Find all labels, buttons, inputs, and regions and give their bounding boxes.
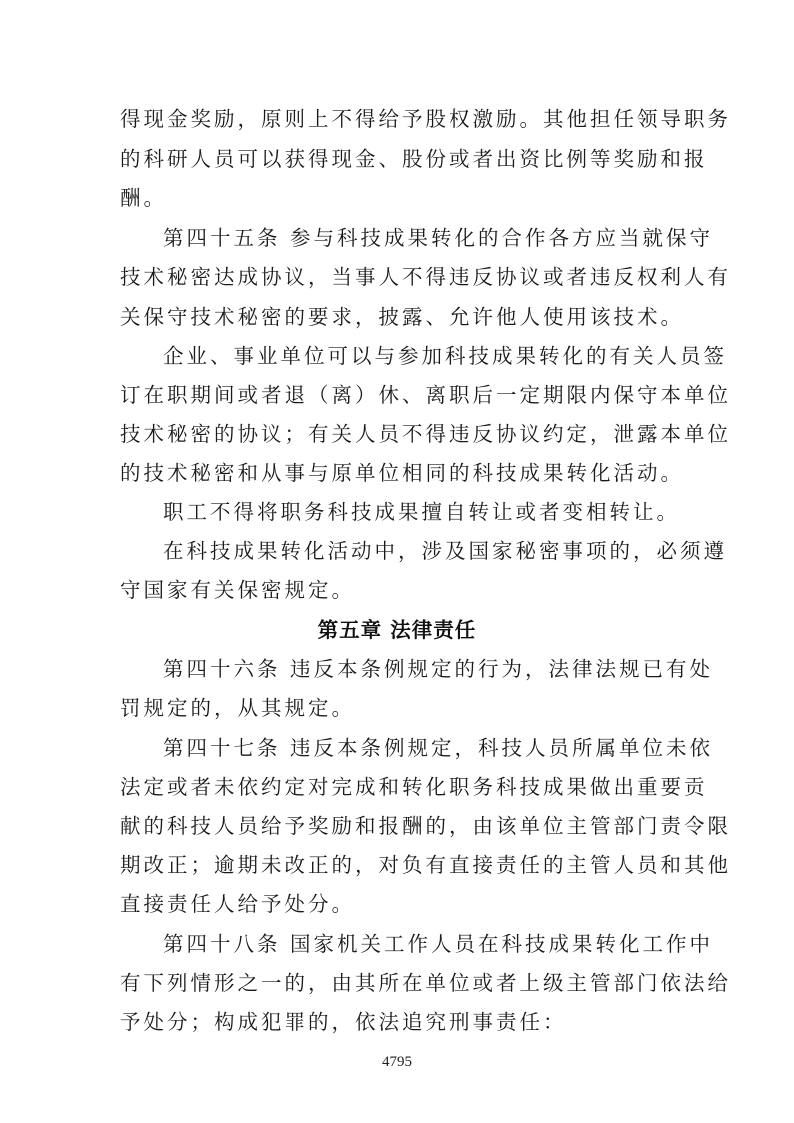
text-line: 期改正；逾期未改正的，对负有直接责任的主管人员和其他	[120, 853, 731, 877]
text-line: 直接责任人给予处分。	[120, 892, 355, 916]
text-line: 关保守技术秘密的要求，披露、允许他人使用该技术。	[120, 305, 684, 329]
text-line: 得现金奖励，原则上不得给予股权激励。其他担任领导职务	[120, 107, 731, 131]
text-line: 法定或者未依约定对完成和转化职务科技成果做出重要贡	[120, 775, 708, 799]
text-line: 罚规定的，从其规定。	[120, 696, 355, 720]
article-48-start: 第四十八条 国家机关工作人员在科技成果转化工作中	[163, 932, 714, 956]
article-47-start: 第四十七条 违反本条例规定，科技人员所属单位未依	[163, 736, 714, 760]
text-line: 有下列情形之一的，由其所在单位或者上级主管部门依法给	[120, 971, 731, 995]
text-line: 技术秘密达成协议，当事人不得违反协议或者违反权利人有	[120, 265, 731, 289]
text-line: 的科研人员可以获得现金、股份或者出资比例等奖励和报	[120, 147, 708, 171]
text-line: 酬。	[120, 186, 167, 210]
paragraph-start: 在科技成果转化活动中，涉及国家秘密事项的，必须遵	[163, 539, 727, 563]
paragraph-start: 职工不得将职务科技成果擅自转让或者变相转让。	[163, 500, 680, 524]
text-line: 献的科技人员给予奖励和报酬的，由该单位主管部门责令限	[120, 814, 731, 838]
text-line: 予处分；构成犯罪的，依法追究刑事责任：	[120, 1010, 567, 1034]
text-line: 守国家有关保密规定。	[120, 578, 355, 602]
text-line: 的技术秘密和从事与原单位相同的科技成果转化活动。	[120, 461, 684, 485]
text-line: 订在职期间或者退（离）休、离职后一定期限内保守本单位	[120, 383, 731, 407]
text-line: 技术秘密的协议；有关人员不得违反协议约定，泄露本单位	[120, 422, 731, 446]
article-46-start: 第四十六条 违反本条例规定的行为，法律法规已有处	[163, 657, 714, 681]
chapter-heading: 第五章 法律责任	[317, 618, 477, 642]
article-45-start: 第四十五条 参与科技成果转化的合作各方应当就保守	[163, 226, 714, 250]
paragraph-start: 企业、事业单位可以与参加科技成果转化的有关人员签	[163, 344, 727, 368]
page-number: 4795	[382, 1054, 412, 1070]
